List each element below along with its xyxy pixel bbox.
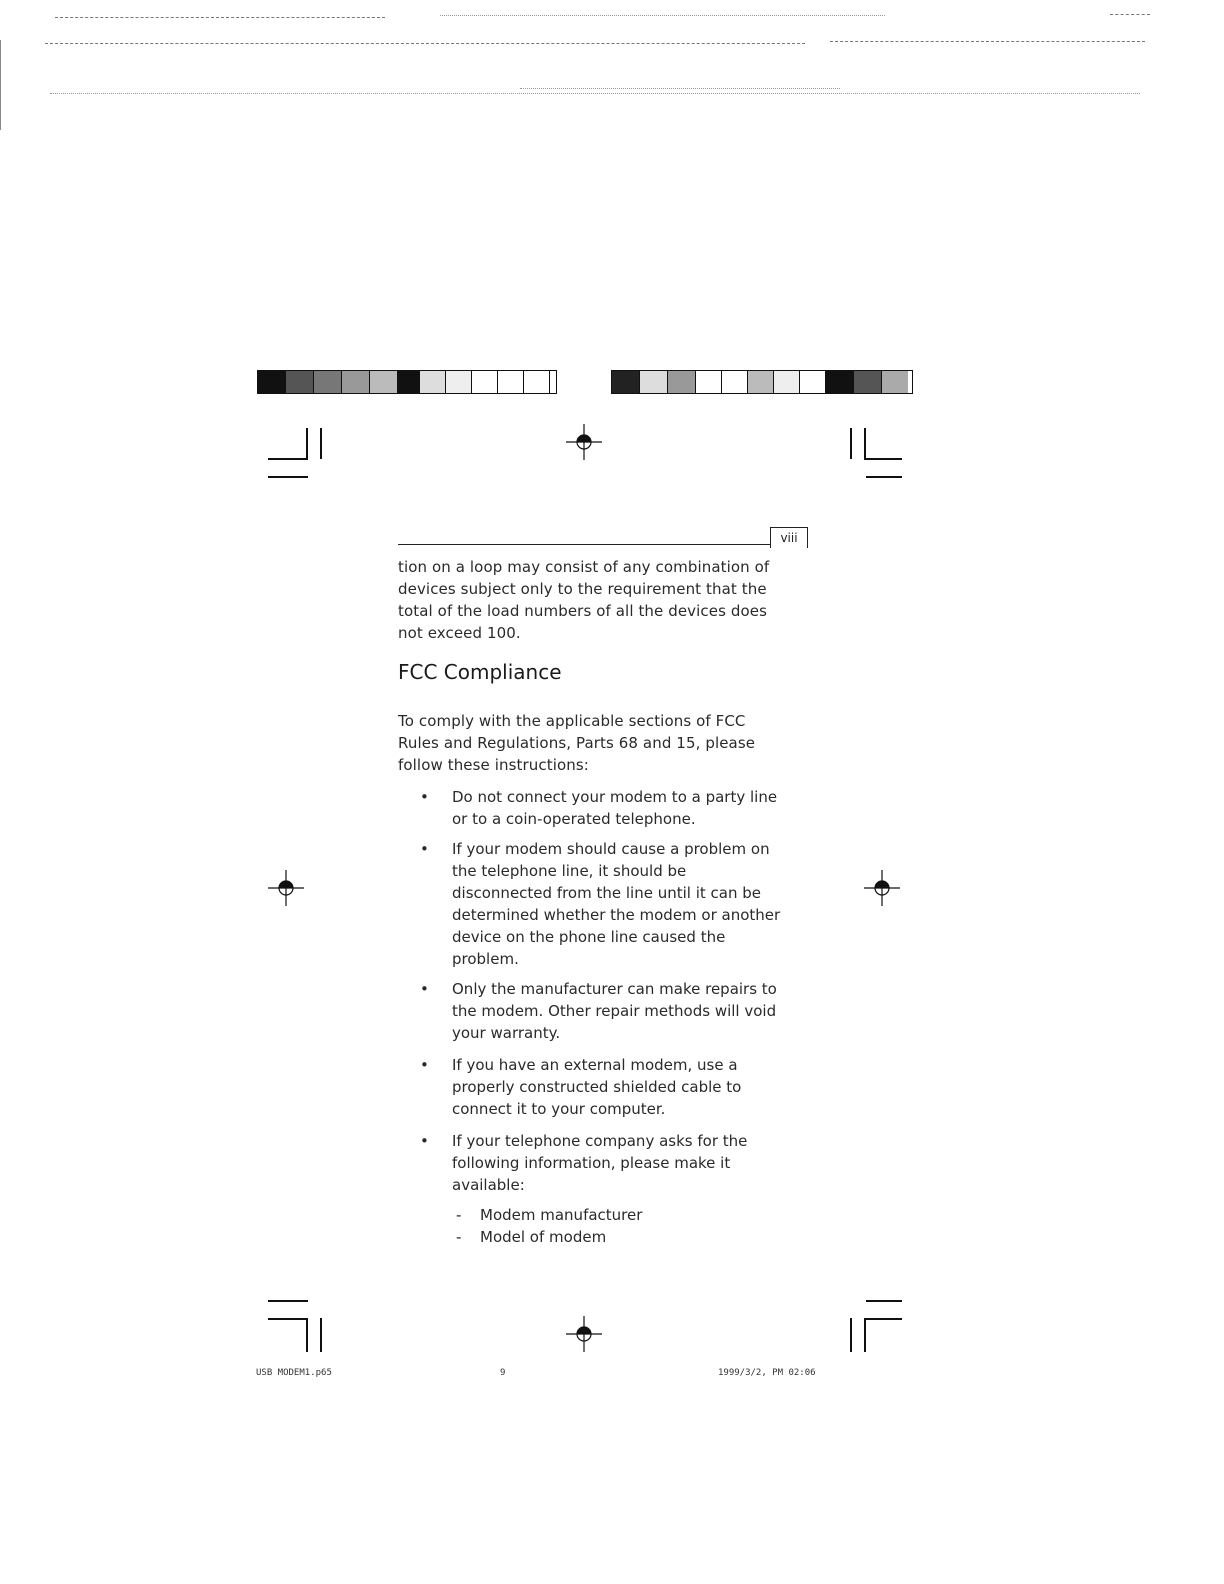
- bullet-icon: •: [420, 1132, 429, 1150]
- registration-target-icon: [862, 868, 902, 908]
- dash-icon: -: [456, 1206, 462, 1224]
- bullet-icon: •: [420, 788, 429, 806]
- sub-list-item: Modem manufacturer: [480, 1206, 643, 1224]
- dash-icon: -: [456, 1228, 462, 1246]
- footer-filename: USB MODEM1.p65: [256, 1368, 332, 1378]
- registration-target-icon: [266, 868, 306, 908]
- bullet-item: If you have an external modem, use a properly constructed shielded cable to connect it to your computer.: [452, 1056, 742, 1118]
- registration-target-icon: [564, 422, 604, 462]
- header-rule: [398, 544, 770, 545]
- intro-paragraph: tion on a loop may consist of any combination of devices subject only to the requirement that the total of the load numbers of all the devices does not exceed 100.: [398, 558, 770, 642]
- sub-list-item: Model of modem: [480, 1228, 607, 1246]
- registration-target-icon: [564, 1314, 604, 1354]
- bullet-icon: •: [420, 840, 429, 858]
- bullet-item: If your telephone company asks for the following information, please make it available:: [452, 1132, 748, 1194]
- color-bar-left: [257, 370, 557, 394]
- bullet-item: Only the manufacturer can make repairs to the modem. Other repair methods will void your warranty.: [452, 980, 777, 1042]
- bullet-item: Do not connect your modem to a party line or to a coin-operated telephone.: [452, 788, 778, 828]
- color-bar-right: [611, 370, 913, 394]
- footer-sheet-number: 9: [500, 1368, 506, 1378]
- instructions-paragraph: To comply with the applicable sections of FCC Rules and Regulations, Parts 68 and 15, please follow these instructions:: [398, 712, 756, 774]
- page-number: viii: [770, 527, 808, 548]
- section-heading: FCC Compliance: [398, 660, 562, 684]
- bullet-item: If your modem should cause a problem on the telephone line, it should be disconnected from the line until it can be determined whether the modem or another device on the phone line caused the problem.: [452, 840, 781, 968]
- bullet-icon: •: [420, 1056, 429, 1074]
- footer-timestamp: 1999/3/2, PM 02:06: [718, 1368, 816, 1378]
- bullet-icon: •: [420, 980, 429, 998]
